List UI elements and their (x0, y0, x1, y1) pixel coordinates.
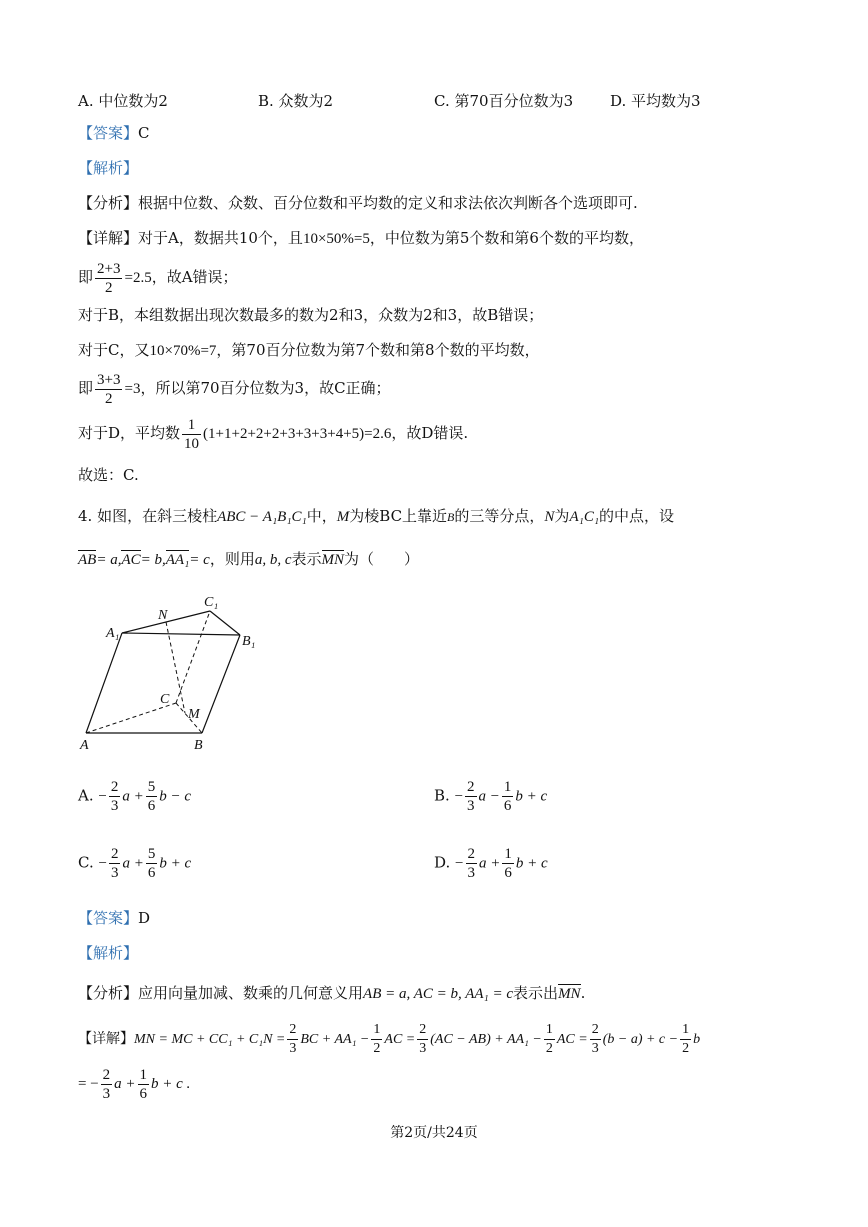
fraction (502, 845, 514, 882)
fraction-numerator: 2 (467, 779, 475, 795)
fraction-denominator: 2 (682, 1040, 690, 1056)
q3-fenxi (78, 193, 638, 213)
stem-text: 中， (306, 507, 337, 525)
page-footer: 第2页/共24页 (390, 1125, 478, 1141)
math-sign: − (98, 788, 107, 805)
math-expr: 10×50%=5 (302, 231, 370, 247)
fraction-denominator: 3 (289, 1040, 297, 1056)
fenxi-text: 表示出 (513, 984, 559, 1002)
math-expr: (b − a) + c − (602, 1032, 679, 1047)
math-sign: − (455, 855, 464, 872)
fraction-numerator: 2 (110, 846, 119, 862)
stem-text: 为棱BC上靠近 (349, 507, 448, 525)
option-label: D. (434, 853, 451, 872)
fenxi-text: 应用向量加减、数乘的几何意义用 (138, 984, 364, 1002)
q3-option-a: A. 中位数为2 (78, 92, 168, 110)
q4-answer (78, 908, 150, 928)
edge-a1a (86, 633, 122, 733)
q3-option-c: C. 第70百分位数为3 (434, 92, 574, 110)
detail-text: ，故A错误； (151, 268, 238, 286)
fraction-numerator: 2 (110, 779, 119, 795)
math-expr: a + (122, 788, 144, 805)
math-var: M (336, 509, 350, 525)
fraction (371, 1021, 382, 1058)
fraction (417, 1021, 428, 1058)
math-expr: = b, (140, 552, 166, 568)
math-expr: a − (478, 788, 500, 805)
detail-text: 即 (78, 379, 94, 397)
fraction (109, 778, 121, 815)
fraction (502, 778, 514, 815)
fraction (680, 1021, 691, 1058)
fraction-numerator: 2 (102, 1066, 111, 1083)
fraction (287, 1021, 298, 1058)
stem-text: 为（ ） (344, 550, 420, 568)
q3-detail-line-7: 故选：C. (78, 466, 139, 484)
detail-tag: 【详解】 (78, 1031, 134, 1047)
fenxi-text: . (580, 984, 586, 1002)
math-expr: b + c . (151, 1076, 191, 1092)
math-expr: (AC − AB) + AA₁ − (430, 1032, 542, 1047)
math-expr: b (693, 1032, 701, 1047)
label-c1: C₁ (204, 595, 219, 610)
fraction-denominator: 10 (184, 435, 200, 452)
math-expr: a + (122, 855, 144, 872)
q4-fenxi (78, 983, 585, 1004)
fraction-numerator: 2 (467, 846, 476, 862)
label-n: N (158, 608, 168, 623)
fraction-denominator: 3 (419, 1040, 427, 1056)
math-expr: AC = (384, 1032, 416, 1047)
edge-ac-hidden (86, 703, 176, 733)
detail-text: ，故D错误. (391, 424, 469, 442)
fraction-numerator: 3+3 (97, 371, 121, 388)
stem-text: 表示 (291, 550, 322, 568)
edge-b1b (202, 635, 240, 733)
fraction-denominator: 6 (147, 865, 156, 881)
detail-text: 对于D，平均数 (78, 424, 181, 442)
math-expr: b + c (159, 855, 192, 872)
q4-option-b (434, 778, 547, 815)
stem-text: ，则用 (209, 550, 255, 568)
stem-text: 4. 如图，在斜三棱柱 (78, 507, 218, 525)
q4-jiexi-tag: 【解析】 (78, 944, 139, 962)
fraction-numerator: 1 (139, 1066, 148, 1083)
fraction-denominator: 6 (147, 798, 156, 814)
q3-detail-line-3: 对于B，本组数据出现次数最多的数为2和3，众数为2和3，故B错误； (78, 306, 544, 324)
fraction-denominator: 6 (504, 865, 512, 881)
answer-tag: 【答案】 (78, 124, 139, 142)
math-expr: a + (114, 1076, 136, 1092)
vector-mn: MN (321, 552, 345, 568)
q3-option-b: B. 众数为2 (258, 92, 334, 110)
fenxi-tag: 【分析】 (78, 984, 139, 1002)
q4-option-d (434, 845, 548, 882)
math-sign: − (98, 855, 107, 872)
detail-text: 即 (78, 268, 94, 286)
fraction (466, 845, 478, 882)
detail-text: ，第70百分位数为第7个数和第8个数的平均数， (216, 341, 540, 359)
math-expr: = a, (96, 552, 122, 568)
option-label: A. (78, 786, 94, 805)
fraction (109, 845, 121, 882)
label-a: A (80, 738, 89, 753)
q3-option-d: D. 平均数为3 (610, 92, 701, 110)
detail-tag: 【详解】 (78, 229, 139, 247)
vector-aa1: AA₁ (165, 552, 190, 568)
math-expr: ABC − A₁B₁C₁ (217, 509, 307, 525)
vector-ac: AC (121, 552, 141, 568)
stem-text: 为 (554, 507, 570, 525)
q4-stem-line-2 (78, 549, 419, 570)
math-var: B (447, 510, 455, 524)
fraction-numerator: 5 (147, 846, 156, 862)
fraction-denominator: 3 (110, 865, 119, 881)
q3-answer (78, 123, 150, 143)
fraction-numerator: 1 (504, 846, 512, 862)
fraction-denominator: 2 (545, 1040, 553, 1056)
q4-detail-line-1 (78, 1020, 700, 1059)
fraction-numerator: 2 (590, 1021, 601, 1040)
fraction (590, 1021, 601, 1058)
prism-figure (74, 590, 274, 760)
math-expr: =2.5 (124, 270, 152, 286)
q3-jiexi-tag: 【解析】 (78, 159, 139, 177)
q3-detail-line-6 (78, 414, 468, 453)
fraction-denominator: 6 (503, 798, 512, 814)
fraction-numerator: 1 (371, 1021, 382, 1040)
vector-mn: MN (558, 986, 581, 1002)
fraction-numerator: 1 (544, 1021, 555, 1040)
fraction (146, 778, 158, 815)
vector-ab: AB (78, 552, 97, 568)
fraction (95, 371, 122, 408)
stem-text: 的三等分点， (454, 507, 545, 525)
math-var: N (544, 509, 555, 525)
fraction (544, 1021, 555, 1058)
fraction (95, 260, 122, 297)
fraction-numerator: 1 (680, 1021, 691, 1040)
math-expr: (1+1+2+2+2+3+3+3+4+5)=2.6 (203, 426, 392, 442)
math-expr: a + (479, 855, 501, 872)
math-expr: b − c (159, 788, 192, 805)
stem-text: 的中点，设 (599, 507, 675, 525)
q3-detail-line-1 (78, 228, 644, 249)
detail-text: ，中位数为第5个数和第6个数的平均数， (369, 229, 644, 247)
edge-cc1-hidden (176, 611, 210, 703)
math-expr: MN = MC + CC₁ + C₁N = (134, 1032, 286, 1047)
detail-text: 对于A，数据共10个，且 (138, 229, 303, 247)
option-label: B. (434, 786, 450, 805)
edge-c1b1 (210, 611, 240, 635)
fraction-denominator: 3 (110, 798, 119, 814)
fraction-numerator: 2 (287, 1021, 298, 1040)
math-expr: a, b, c (254, 552, 292, 568)
fraction-numerator: 1 (503, 779, 512, 795)
fraction (101, 1066, 113, 1103)
fraction (138, 1066, 150, 1103)
answer-value: C (138, 124, 150, 142)
fraction-denominator: 3 (467, 865, 476, 881)
label-b: B (194, 738, 203, 753)
math-expr: AC = (556, 1032, 588, 1047)
math-expr: =3 (124, 381, 141, 397)
fraction-numerator: 5 (147, 779, 156, 795)
q3-detail-line-2 (78, 258, 238, 297)
q3-detail-line-4 (78, 340, 540, 361)
detail-text: 对于C，又 (78, 341, 150, 359)
label-m: M (188, 707, 200, 722)
fraction-denominator: 2 (373, 1040, 381, 1056)
answer-tag: 【答案】 (78, 909, 139, 927)
math-expr: BC + AA₁ − (300, 1032, 370, 1047)
label-a1: A₁ (106, 626, 120, 641)
edge-a1b1 (122, 633, 240, 635)
fraction-denominator: 3 (102, 1085, 111, 1102)
fraction-denominator: 2 (105, 279, 113, 296)
q3-detail-line-5 (78, 369, 391, 408)
fraction (146, 845, 158, 882)
fraction-denominator: 3 (591, 1040, 599, 1056)
fraction-numerator: 2+3 (97, 260, 121, 277)
fraction (182, 416, 201, 453)
math-sign: − (454, 788, 464, 805)
q4-option-a (78, 778, 191, 815)
fenxi-tag: 【分析】 (78, 194, 139, 212)
fraction-numerator: 1 (182, 416, 201, 435)
math-expr: AB = a, AC = b, AA₁ = c (363, 986, 514, 1002)
q4-option-c (78, 845, 191, 882)
math-expr: 10×70%=7 (149, 343, 217, 359)
math-expr: = − (78, 1076, 99, 1092)
fraction (465, 778, 477, 815)
detail-text: ，所以第70百分位数为3，故C正确； (140, 379, 391, 397)
q4-detail-line-2 (78, 1064, 190, 1103)
label-c: C (160, 692, 170, 707)
fraction-denominator: 3 (467, 798, 475, 814)
fraction-numerator: 2 (417, 1021, 428, 1040)
math-expr: b + c (515, 788, 548, 805)
math-expr: A₁C₁ (569, 509, 600, 525)
math-expr: = c (189, 552, 210, 568)
math-expr: b + c (515, 855, 548, 872)
q4-stem-line-1 (78, 506, 674, 527)
label-b1: B₁ (242, 634, 256, 649)
answer-value: D (138, 909, 151, 927)
fraction-denominator: 2 (105, 390, 113, 407)
fraction-denominator: 6 (139, 1085, 148, 1102)
option-label: C. (78, 853, 94, 872)
fenxi-text: 根据中位数、众数、百分位数和平均数的定义和求法依次判断各个选项即可. (138, 194, 638, 212)
